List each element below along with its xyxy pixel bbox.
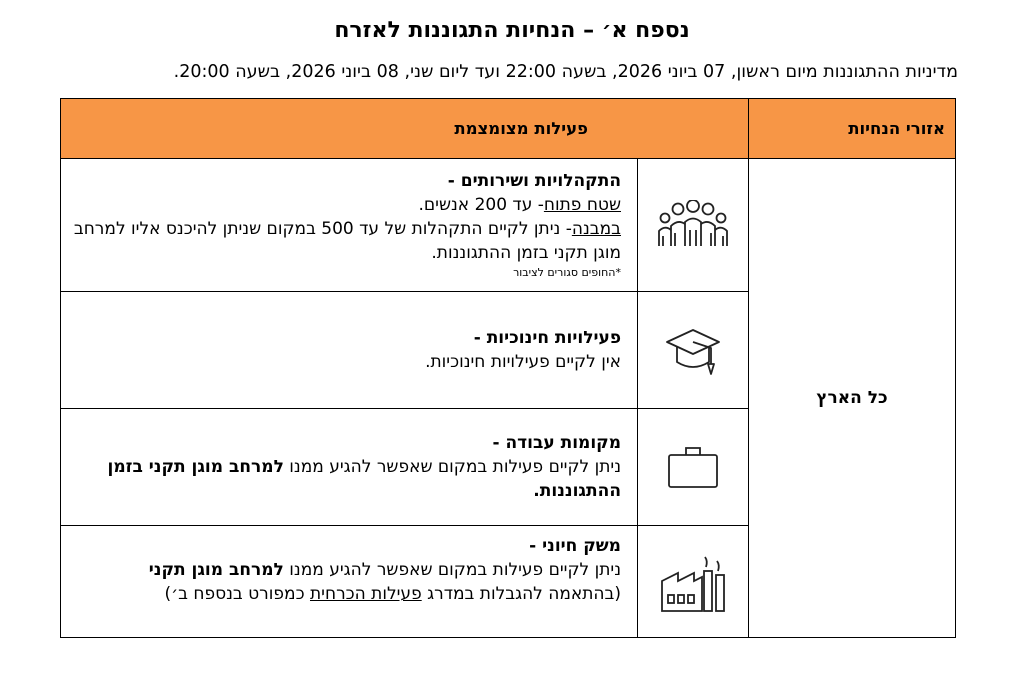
table-row bbox=[61, 526, 748, 637]
icon-cell bbox=[637, 292, 748, 408]
zone-cell: כל הארץ bbox=[748, 159, 955, 637]
row-text bbox=[61, 292, 637, 408]
table-row bbox=[61, 409, 748, 526]
row-text bbox=[61, 526, 637, 637]
header-zones: אזורי הנחיות bbox=[748, 99, 955, 159]
guidelines-table bbox=[60, 98, 956, 638]
row-heading: מקומות עבודה - bbox=[492, 433, 621, 453]
row-body-bold: למרחב מוגן תקני bbox=[148, 560, 284, 580]
note-end: כמפורט בנספח ב׳) bbox=[164, 584, 305, 604]
row-body bbox=[71, 558, 621, 582]
row-body-plain: ניתן לקיים פעילות במקום שאפשר להגיע ממנו bbox=[289, 560, 621, 580]
row-text bbox=[61, 159, 637, 291]
briefcase-icon bbox=[666, 443, 720, 491]
page-title: נספח א׳ – הנחיות התגוננות לאזרח bbox=[334, 18, 690, 43]
row-heading: פעילויות חינוכיות - bbox=[473, 328, 621, 348]
open-area-label: שטח פתוח bbox=[543, 195, 621, 215]
factory-icon bbox=[658, 551, 728, 613]
icon-cell bbox=[637, 526, 748, 637]
policy-period: מדיניות ההתגוננות מיום ראשון, 07 ביוני 2026, בשעה 22:00 ועד ליום שני, 08 ביוני 2026, בשעה 20:00. bbox=[173, 62, 958, 82]
people-group-icon bbox=[656, 200, 730, 250]
table-row bbox=[61, 159, 748, 292]
icon-cell bbox=[637, 409, 748, 525]
open-area-line bbox=[71, 193, 621, 217]
row-note bbox=[71, 582, 621, 606]
row-body bbox=[71, 455, 621, 503]
icon-cell bbox=[637, 159, 748, 291]
row-body: אין לקיים פעילויות חינוכיות. bbox=[425, 352, 621, 372]
table-row bbox=[61, 292, 748, 409]
building-line bbox=[71, 217, 621, 265]
graduation-cap-icon bbox=[663, 320, 723, 380]
header-activity: פעילות מצומצמת bbox=[61, 99, 748, 159]
row-heading: משק חיוני - bbox=[529, 536, 621, 556]
beaches-note: *החופים סגורים לציבור bbox=[513, 266, 621, 279]
row-text bbox=[61, 409, 637, 525]
building-label: במבנה bbox=[571, 219, 621, 239]
note-start: (בהתאמה להגבלות במדרג bbox=[427, 584, 621, 604]
row-body-bold: למרחב מוגן תקני בזמן ההתגוננות. bbox=[107, 457, 621, 501]
note-link: פעילות הכרחית bbox=[309, 584, 422, 604]
row-heading: התקהלויות ושירותים - bbox=[447, 171, 621, 191]
building-text: - ניתן לקיים התקהלות של עד 500 במקום שניתן להיכנס אליו למרחב מוגן תקני בזמן ההתגוננות. bbox=[73, 219, 621, 263]
row-body-plain: ניתן לקיים פעילות במקום שאפשר להגיע ממנו bbox=[289, 457, 621, 477]
open-area-text: - עד 200 אנשים. bbox=[418, 195, 544, 215]
